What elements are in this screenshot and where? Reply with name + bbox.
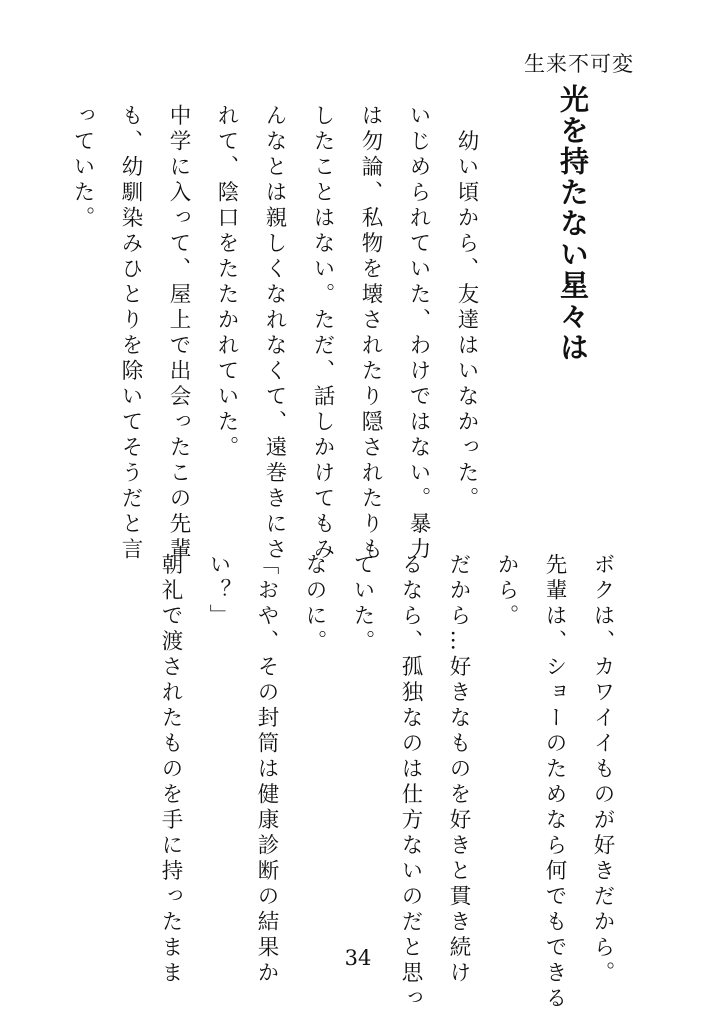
text-column: るなら、孤独なのは仕方ないのだと思っ [398, 553, 423, 1012]
text-column: 朝礼で渡されたものを手に持ったまま [158, 553, 183, 987]
chapter-title: 光を持たない星々は [556, 84, 590, 363]
text-column: なのに。 [302, 553, 327, 655]
text-column: んなとは親しくなれなくて、遠巻きにさ [262, 104, 287, 563]
text-column: っていた。 [70, 104, 95, 232]
text-column: 先輩は、ショーのためなら何でもできる [542, 553, 567, 1012]
text-column: ていた。 [350, 553, 375, 655]
text-column: したことはない。ただ、話しかけてもみ [310, 104, 335, 563]
text-column: は勿論、私物を壊されたり隠されたりも [358, 104, 383, 563]
text-column: 「おや、その封筒は健康診断の結果か [254, 553, 279, 987]
text-column: れて、陰口をたたかれていた。 [214, 104, 239, 461]
text-column: い？」 [206, 553, 231, 630]
text-column: 幼い頃から、友達はいなかった。 [454, 104, 479, 512]
text-column: だから…好きなものを好きと貫き続け [446, 553, 471, 987]
text-column: いじめられていた、わけではない。暴力 [406, 104, 431, 563]
text-column: 中学に入って、屋上で出会ったこの先輩 [166, 104, 191, 563]
page-number: 34 [344, 946, 372, 970]
text-column: から。 [494, 553, 519, 630]
body-text-upper [58, 104, 490, 563]
text-column: ボクは、カワイイものが好きだから。 [590, 553, 615, 987]
text-column: も、幼馴染みひとりを除いてそうだと言 [118, 104, 143, 563]
chapter-label: 生来不可変 [524, 52, 634, 76]
